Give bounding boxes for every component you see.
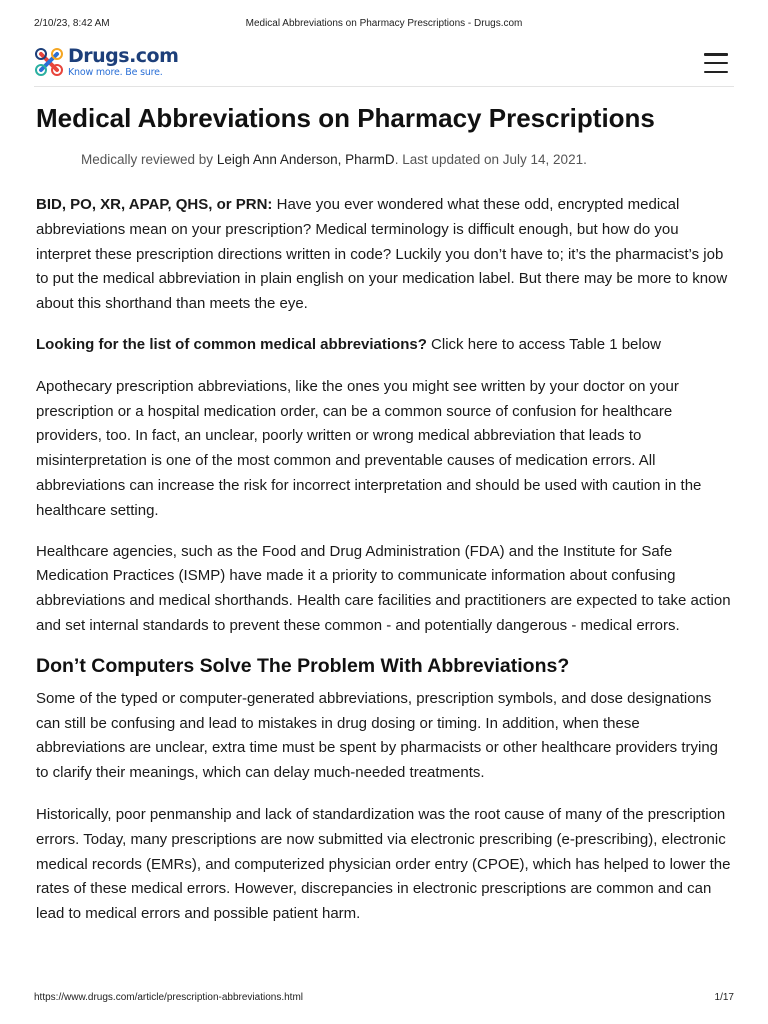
table-link-prompt: Looking for the list of common medical abbreviations? bbox=[36, 335, 427, 353]
section-heading: Don’t Computers Solve The Problem With Abbreviations? bbox=[36, 654, 570, 677]
review-prefix: Medically reviewed by bbox=[81, 152, 217, 167]
logo-tagline: Know more. Be sure. bbox=[68, 66, 163, 78]
table-link-paragraph bbox=[36, 333, 732, 358]
print-title: Medical Abbreviations on Pharmacy Prescriptions - Drugs.com bbox=[245, 18, 523, 29]
article-content bbox=[36, 100, 732, 927]
page-title: Medical Abbreviations on Pharmacy Prescriptions bbox=[36, 103, 655, 133]
agencies-paragraph: Healthcare agencies, such as the Food and Drug Administration (FDA) and the Institute for Safe Medication Practices (ISMP) have made it a priority to communicate information about confusing abbreviations and medical shorthands. Health care facilities and practitioners are expected to take action and set internal standards to prevent these common - and potentially dangerous - medical errors. bbox=[36, 542, 731, 634]
print-date: 2/10/23, 8:42 AM bbox=[34, 18, 110, 29]
site-logo[interactable] bbox=[34, 44, 178, 80]
table-1-link[interactable]: Click here to access Table 1 below bbox=[426, 335, 661, 353]
logo-name: Drugs.com bbox=[68, 44, 179, 67]
history-paragraph: Historically, poor penmanship and lack of standardization was the root cause of many of the prescription errors. Today, many prescriptions are now submitted via electronic prescribing (e-prescribing), electronic medical records (EMRs), and computerized physician order entry (CPOE), which has helped to lower the rates of these medical errors. However, discrepancies in electronic prescriptions are common and can lead to medical errors and possible patient harm. bbox=[36, 805, 731, 923]
drugs-com-logo-icon bbox=[34, 47, 64, 77]
review-byline bbox=[81, 150, 732, 170]
site-header bbox=[34, 44, 734, 87]
print-footer bbox=[34, 992, 734, 1006]
hamburger-menu-icon[interactable] bbox=[704, 53, 728, 73]
page-number: 1/17 bbox=[714, 992, 734, 1003]
print-header bbox=[34, 18, 734, 32]
menu-bar bbox=[704, 53, 728, 56]
intro-abbreviations: BID, PO, XR, APAP, QHS, or PRN: bbox=[36, 196, 273, 213]
print-url: https://www.drugs.com/article/prescription-abbreviations.html bbox=[34, 992, 303, 1003]
intro-text: Have you ever wondered what these odd, encrypted medical abbreviations mean on your prescription? Medical terminology is difficult enough, but how do you interpret these prescription directions written in code? Luckily you don’t have to; it’s the pharmacist’s job to put the medical abbreviation in plain english on your medication label. But there may be more to know about this shorthand than meets the eye. bbox=[36, 196, 728, 313]
menu-bar bbox=[704, 62, 728, 65]
review-suffix: . Last updated on July 14, 2021. bbox=[394, 152, 587, 167]
menu-bar bbox=[704, 71, 728, 74]
reviewer-link[interactable]: Leigh Ann Anderson, PharmD bbox=[216, 152, 395, 167]
intro-paragraph bbox=[36, 193, 732, 317]
apothecary-paragraph: Apothecary prescription abbreviations, like the ones you might see written by your doctor on your prescription or a hospital medication order, can be a common source of confusion for healthcare providers, too. In fact, an unclear, poorly written or wrong medical abbreviation that leads to misinterpretation is one of the most common and preventable causes of medication errors. All abbreviations can increase the risk for incorrect interpretation and should be used with caution in the healthcare setting. bbox=[36, 377, 702, 519]
computer-abbreviations-paragraph: Some of the typed or computer-generated abbreviations, prescription symbols, and dose designations can still be confusing and lead to mistakes in drug dosing or timing. In addition, when these abbreviations are unclear, extra time must be spent by pharmacists or other healthcare providers trying to clarify their meanings, which can delay much-needed treatments. bbox=[36, 689, 719, 782]
